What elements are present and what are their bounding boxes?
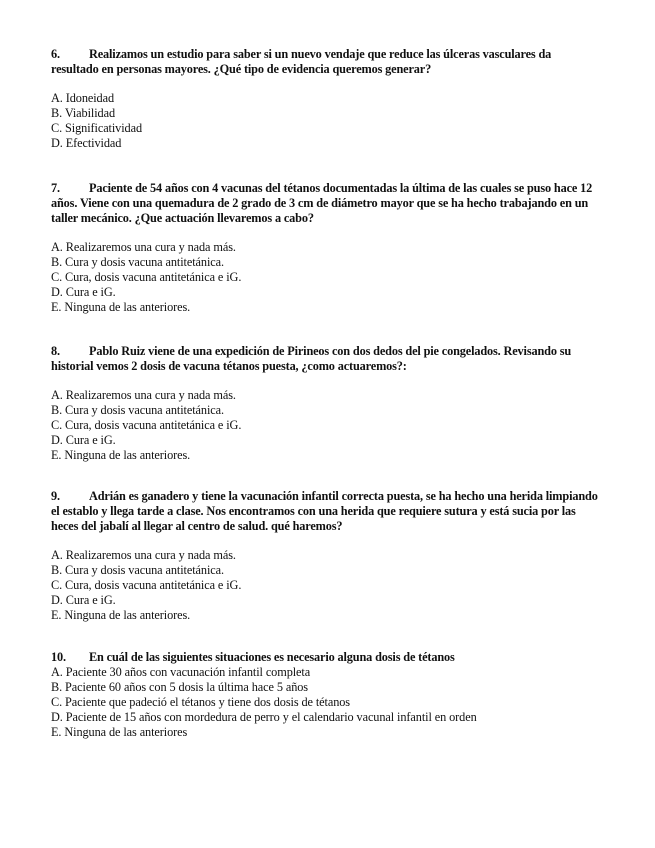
options-list <box>51 91 599 151</box>
question-title <box>51 344 599 374</box>
option-d: D. Cura e iG. <box>51 593 116 607</box>
options-list <box>51 240 599 315</box>
options-list <box>51 388 599 463</box>
option-c: C. Cura, dosis vacuna antitetánica e iG. <box>51 270 242 284</box>
option-e: E. Ninguna de las anteriores. <box>51 300 191 314</box>
question-title <box>51 489 599 534</box>
options-list <box>51 665 611 740</box>
question-text: Paciente de 54 años con 4 vacunas del tétanos documentadas la última de las cuales se puso hace 12 años. Viene con una quemadura de 2 grado de 3 cm de diámetro mayor que se ha hecho trabajando en un taller mecánico. ¿Que actuación llevaremos a cabo? <box>51 181 593 225</box>
question-9 <box>51 489 599 623</box>
option-d: D. Cura e iG. <box>51 433 116 447</box>
question-title <box>51 47 599 77</box>
option-a: A. Realizaremos una cura y nada más. <box>51 388 236 402</box>
option-c: C. Paciente que padeció el tétanos y tiene dos dosis de tétanos <box>51 695 350 709</box>
options-list <box>51 548 599 623</box>
question-6 <box>51 47 599 151</box>
option-b: B. Cura y dosis vacuna antitetánica. <box>51 403 224 417</box>
option-c: C. Cura, dosis vacuna antitetánica e iG. <box>51 578 242 592</box>
option-e: E. Ninguna de las anteriores <box>51 725 188 739</box>
option-d: D. Paciente de 15 años con mordedura de perro y el calendario vacunal infantil en orden <box>51 710 477 724</box>
option-b: B. Viabilidad <box>51 106 115 120</box>
option-c: C. Significatividad <box>51 121 142 135</box>
question-number: 10. <box>51 650 66 664</box>
question-text: En cuál de las siguientes situaciones es necesario alguna dosis de tétanos <box>89 650 455 664</box>
question-8 <box>51 344 599 463</box>
option-c: C. Cura, dosis vacuna antitetánica e iG. <box>51 418 242 432</box>
question-number: 8. <box>51 344 60 358</box>
question-7 <box>51 181 599 315</box>
question-text: Pablo Ruiz viene de una expedición de Pirineos con dos dedos del pie congelados. Revisando su historial vemos 2 dosis de vacuna tétanos puesta, ¿como actuaremos?: <box>51 344 572 373</box>
option-d: D. Cura e iG. <box>51 285 116 299</box>
question-text: Adrián es ganadero y tiene la vacunación infantil correcta puesta, se ha hecho una herida limpiando el establo y llega tarde a clase. Nos encontramos con una herida que requiere sutura y está sucia por las heces del jabalí al llegar al centro de salud. qué haremos? <box>51 489 598 533</box>
option-b: B. Cura y dosis vacuna antitetánica. <box>51 563 224 577</box>
option-b: B. Cura y dosis vacuna antitetánica. <box>51 255 224 269</box>
question-title <box>51 181 599 226</box>
question-number: 7. <box>51 181 60 195</box>
question-text: Realizamos un estudio para saber si un nuevo vendaje que reduce las úlceras vasculares da resultado en personas mayores. ¿Qué tipo de evidencia queremos generar? <box>51 47 552 76</box>
option-e: E. Ninguna de las anteriores. <box>51 448 191 462</box>
question-title <box>51 650 611 665</box>
option-a: A. Realizaremos una cura y nada más. <box>51 548 236 562</box>
option-a: A. Realizaremos una cura y nada más. <box>51 240 236 254</box>
option-a: A. Idoneidad <box>51 91 114 105</box>
option-e: E. Ninguna de las anteriores. <box>51 608 191 622</box>
option-b: B. Paciente 60 años con 5 dosis la última hace 5 años <box>51 680 308 694</box>
option-d: D. Efectividad <box>51 136 122 150</box>
question-number: 6. <box>51 47 60 61</box>
question-10 <box>51 650 611 740</box>
question-number: 9. <box>51 489 60 503</box>
option-a: A. Paciente 30 años con vacunación infantil completa <box>51 665 311 679</box>
